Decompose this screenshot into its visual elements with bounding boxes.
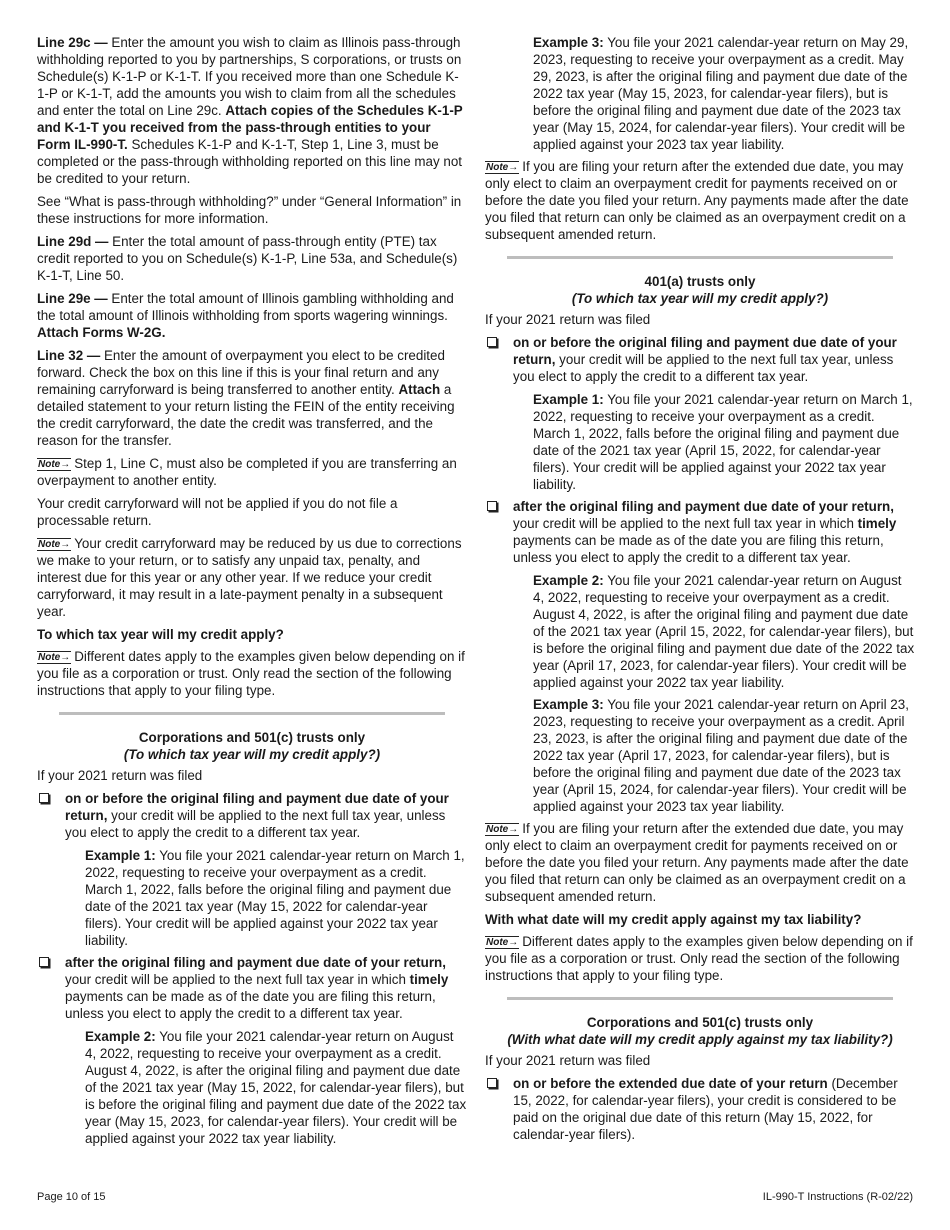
line-29c-paragraph: Line 29c — Enter the amount you wish to claim as Illinois pass-through withholding reported to you by partnerships, S corporations, or trusts on Schedule(s) K-1-P or K-1-T. If you received more than one Schedule K-1-P or K-1-T, add the amounts you wish to claim from all the schedules and enter the total on Line 29c. Attach copies of the Schedules K-1-P and K-1-T you received from the pass-through entities to your Form IL-990-T. Schedules K-1-P and K-1-T, Step 1, Line 3, must be completed or the pass-through withholding reported on this line may not be credited to your return.	[37, 35, 463, 186]
example-2: Example 2: You file your 2021 calendar-year return on August 4, 2022, requesting to receive your overpayment as a credit. August 4, 2022, is after the original filing and payment due date of the 2021 tax year (May 15, 2022, for calendar-year filers), but is before the original filing and payment due date of the 2022 tax year (May 15, 2023, for calendar-year filers). Your credit will be applied against your 2022 tax year liability.	[85, 1029, 467, 1146]
note-reduced: Note→ Your credit carryforward may be reduced by us due to corrections we make to your return, or to satisfy any unpaid tax, penalty, and interest due for this year or any other year. If we reduce your credit carryforward, it may result in a late-payment penalty in a subsequent year.	[37, 536, 462, 619]
example-1: Example 1: You file your 2021 calendar-year return on March 1, 2022, requesting to receive your overpayment as a credit. March 1, 2022, falls before the original filing and payment due date of the 2021 tax year (May 15, 2022 for calendar-year filers). Your credit will be applied against your 2022 tax year liability.	[85, 848, 465, 948]
note-extended-due-date: Note→ If you are filing your return after the extended due date, you may only elect to claim an overpayment credit for payments received on or before the date you filed your return. Any payments made after the date you filed that return can only be claimed as an overpayment credit on a subsequent amended return.	[485, 159, 909, 242]
note-icon: Note→	[486, 937, 519, 948]
checkbox-bullet-icon	[487, 1078, 497, 1088]
corp-section-title: Corporations and 501(c) trusts only	[586, 1015, 814, 1030]
example-2: Example 2: You file your 2021 calendar-year return on August 4, 2022, requesting to receive your overpayment as a credit. August 4, 2022, is after the original filing and payment due date of the 2021 tax year (April 15, 2022, for calendar-year filers), but is before the original filing and payment due date of the 2022 tax year (April 17, 2023, for calendar-year filers). Your credit will be applied against your 2022 tax year liability.	[533, 573, 915, 690]
note-icon: Note→	[38, 459, 71, 470]
401a-section-title: 401(a) trusts only	[644, 274, 756, 289]
page-number: Page 10 of 15	[37, 1191, 106, 1203]
bullet-extended-due-date: on or before the extended due date of your return (December 15, 2022, for calendar-year filers), your credit is considered to be paid on the original due date of this return (May 15, 2022, for calendar-year filers).	[485, 1075, 915, 1143]
bullet-after: after the original filing and payment due date of your return, your credit will be applied to the next full tax year in which timely payments can be made as of the date you are filing this return, unless you elect to apply the credit to a different tax year.	[485, 498, 915, 566]
right-column	[485, 34, 915, 1149]
line-29d-paragraph: Line 29d — Enter the total amount of pass-through entity (PTE) tax credit reported to you on Schedule(s) K-1-P, Line 53a, and Schedule(s) K-1-T, Line 50.	[37, 234, 458, 283]
line-32-paragraph: Line 32 — Enter the amount of overpayment you elect to be credited forward. Check the box on this line if this is your final return and any remaining carryforward is being transferred to another entity. Attach a detailed statement to your return listing the FEIN of the entity receiving the credit carryforward, the date the credit was transferred, and the reason for the transfer.	[37, 348, 455, 448]
note-extended-due-date: Note→ If you are filing your return after the extended due date, you may only elect to claim an overpayment credit for payments received on or before the date you filed your return. Any payments made after the date you filed that return can only be claimed as an overpayment credit on a subsequent amended return.	[485, 821, 909, 904]
corp-section-subtitle: (With what date will my credit apply against my tax liability?)	[507, 1032, 893, 1047]
note-different-dates: Note→ Different dates apply to the examples given below depending on if you file as a corporation or trust. Only read the section of the following instructions that apply to your filing type.	[485, 934, 913, 983]
bullet-after: after the original filing and payment due date of your return, your credit will be applied to the next full tax year in which timely payments can be made as of the date you are filing this return, unless you elect to apply the credit to a different tax year.	[37, 954, 467, 1022]
401a-section-subtitle: (To which tax year will my credit apply?)	[571, 291, 829, 306]
example-1: Example 1: You file your 2021 calendar-year return on March 1, 2022, requesting to receive your overpayment as a credit. March 1, 2022, falls before the original filing and payment due date of the 2021 tax year (April 15, 2022, for calendar-year filers). Your credit will be applied against your 2022 tax year liability.	[533, 392, 913, 492]
left-column	[37, 34, 467, 1152]
heading-what-date: With what date will my credit apply against my tax liability?	[485, 912, 862, 927]
note-icon: Note→	[38, 539, 71, 550]
bullet-on-or-before: on or before the original filing and payment due date of your return, your credit will be applied to the next full tax year, unless you elect to apply the credit to a different tax year.	[37, 790, 467, 841]
section-divider	[507, 256, 893, 259]
example-3: Example 3: You file your 2021 calendar-year return on May 29, 2023, requesting to receive your overpayment as a credit. May 29, 2023, is after the original filing and payment due date of the 2022 tax year (May 15, 2023, for calendar-year filers), but is before the original filing and payment due date of the 2023 tax year (May 15, 2024, for calendar-year filers). Your credit will be applied against your 2023 tax year liability.	[533, 35, 909, 152]
line-29e-paragraph: Line 29e — Enter the total amount of Illinois gambling withholding and the total amount of Illinois withholding from sports wagering winnings. Attach Forms W-2G.	[37, 291, 454, 340]
corp-section-title: Corporations and 501(c) trusts only	[138, 730, 366, 745]
checkbox-bullet-icon	[39, 793, 49, 803]
corp-section-subtitle: (To which tax year will my credit apply?)	[123, 747, 381, 762]
section-divider	[507, 997, 893, 1000]
bullet-on-or-before: on or before the original filing and payment due date of your return, your credit will be applied to the next full tax year, unless you elect to apply the credit to a different tax year.	[485, 334, 915, 385]
note-icon: Note→	[38, 652, 71, 663]
carryforward-not-applied: Your credit carryforward will not be applied if you do not file a processable return.	[37, 496, 398, 528]
note-step1: Note→ Step 1, Line C, must also be completed if you are transferring an overpayment to another entity.	[37, 456, 457, 488]
heading-which-tax-year: To which tax year will my credit apply?	[37, 627, 284, 642]
checkbox-bullet-icon	[487, 337, 497, 347]
note-icon: Note→	[486, 162, 519, 173]
checkbox-bullet-icon	[39, 957, 49, 967]
form-identifier: IL-990-T Instructions (R-02/22)	[762, 1191, 913, 1203]
if-filed-text: If your 2021 return was filed	[485, 1053, 651, 1068]
see-what-paragraph: See “What is pass-through withholding?” under “General Information” in these instructions for more information.	[37, 194, 462, 226]
note-icon: Note→	[486, 824, 519, 835]
example-3: Example 3: You file your 2021 calendar-year return on April 23, 2023, requesting to receive your overpayment as a credit. April 23, 2023, is after the original filing and payment due date of the 2022 tax year (April 17, 2023, for calendar-year filers), but is before the original filing and payment due date of the 2023 tax year (April 15, 2024, for calendar-year filers). Your credit will be applied against your 2023 tax year liability.	[533, 697, 909, 814]
checkbox-bullet-icon	[487, 501, 497, 511]
note-different-dates: Note→ Different dates apply to the examples given below depending on if you file as a corporation or trust. Only read the section of the following instructions that apply to your filing type.	[37, 649, 465, 698]
if-filed-text: If your 2021 return was filed	[485, 312, 651, 327]
if-filed-text: If your 2021 return was filed	[37, 768, 203, 783]
section-divider	[59, 712, 445, 715]
